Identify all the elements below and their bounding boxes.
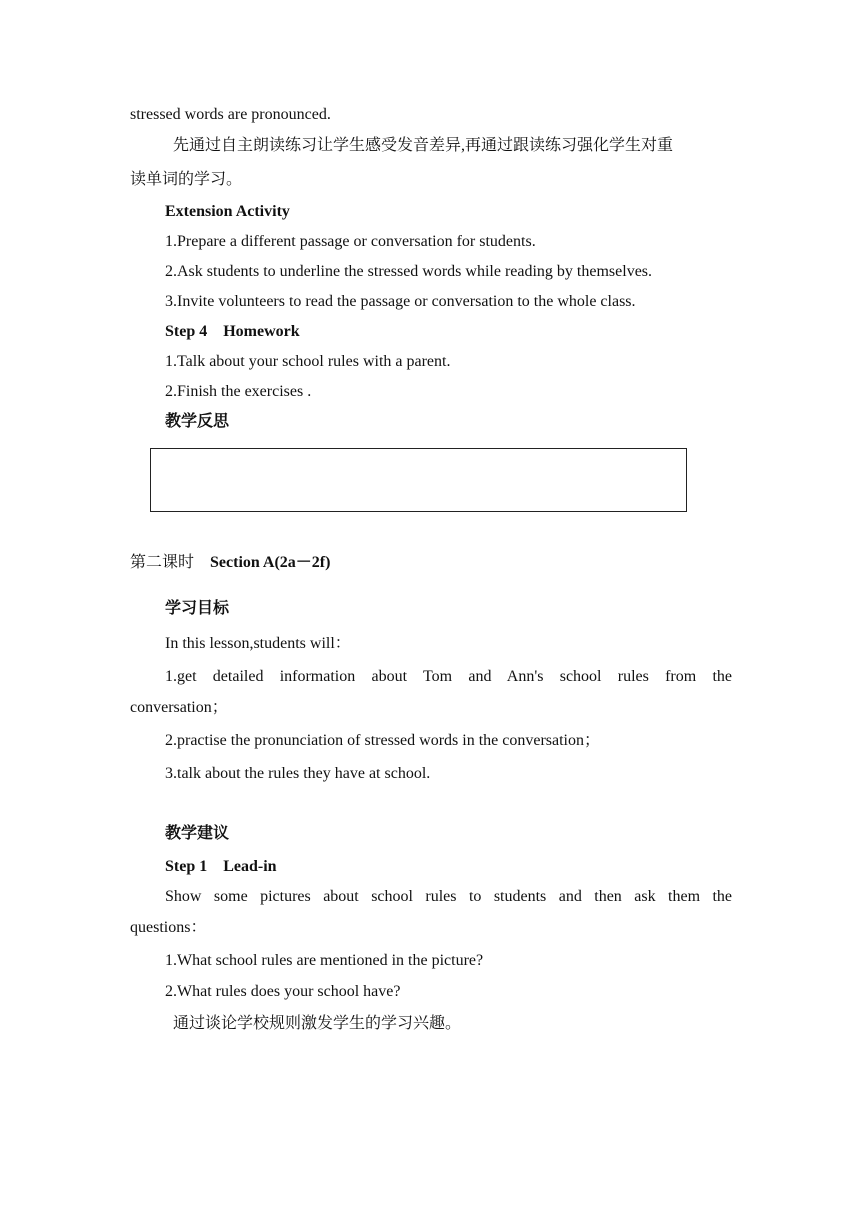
list-item: 1.Talk about your school rules with a parent. bbox=[165, 353, 451, 370]
reflection-heading: 教学反思 bbox=[165, 413, 230, 430]
text-line: 读单词的学习。 bbox=[130, 171, 243, 188]
step-label: Step 4 bbox=[165, 323, 208, 340]
extension-heading: Extension Activity bbox=[165, 203, 290, 220]
step-label: Step 1 bbox=[165, 858, 208, 875]
text-line: In this lesson,students will： bbox=[165, 635, 351, 652]
suggestions-heading: 教学建议 bbox=[165, 825, 230, 842]
goals-heading: 学习目标 bbox=[165, 600, 230, 617]
step-title: Homework bbox=[223, 323, 300, 340]
text-line: stressed words are pronounced. bbox=[130, 106, 331, 123]
list-item: 3.talk about the rules they have at school. bbox=[165, 765, 431, 782]
text-line: questions： bbox=[130, 919, 207, 936]
text-line: Show some pictures about school rules to students and then ask them the bbox=[165, 888, 732, 905]
list-item: 2.What rules does your school have? bbox=[165, 983, 401, 1000]
step-title: Lead-in bbox=[223, 858, 277, 875]
text-line: conversation； bbox=[130, 699, 228, 716]
list-item: 3.Invite volunteers to read the passage or conversation to the whole class. bbox=[165, 293, 636, 310]
step1-heading bbox=[165, 857, 732, 877]
text-line: 先通过自主朗读练习让学生感受发音差异,再通过跟读练习强化学生对重 bbox=[173, 137, 674, 154]
list-item: 1.Prepare a different passage or conversation for students. bbox=[165, 233, 536, 250]
lesson-label: 第二课时 bbox=[130, 554, 195, 571]
step4-heading bbox=[165, 322, 732, 342]
list-item: 1.get detailed information about Tom and Ann's school rules from the bbox=[165, 668, 732, 685]
reflection-box bbox=[150, 448, 687, 512]
list-item: 2.Finish the exercises . bbox=[165, 383, 312, 400]
lesson-title: Section A(2a－2f) bbox=[210, 554, 331, 571]
text-line: 通过谈论学校规则激发学生的学习兴趣。 bbox=[173, 1015, 462, 1032]
list-item: 2.practise the pronunciation of stressed words in the conversation； bbox=[165, 732, 601, 749]
list-item: 1.What school rules are mentioned in the picture? bbox=[165, 952, 484, 969]
list-item: 2.Ask students to underline the stressed words while reading by themselves. bbox=[165, 263, 653, 280]
lesson-heading bbox=[130, 553, 732, 573]
